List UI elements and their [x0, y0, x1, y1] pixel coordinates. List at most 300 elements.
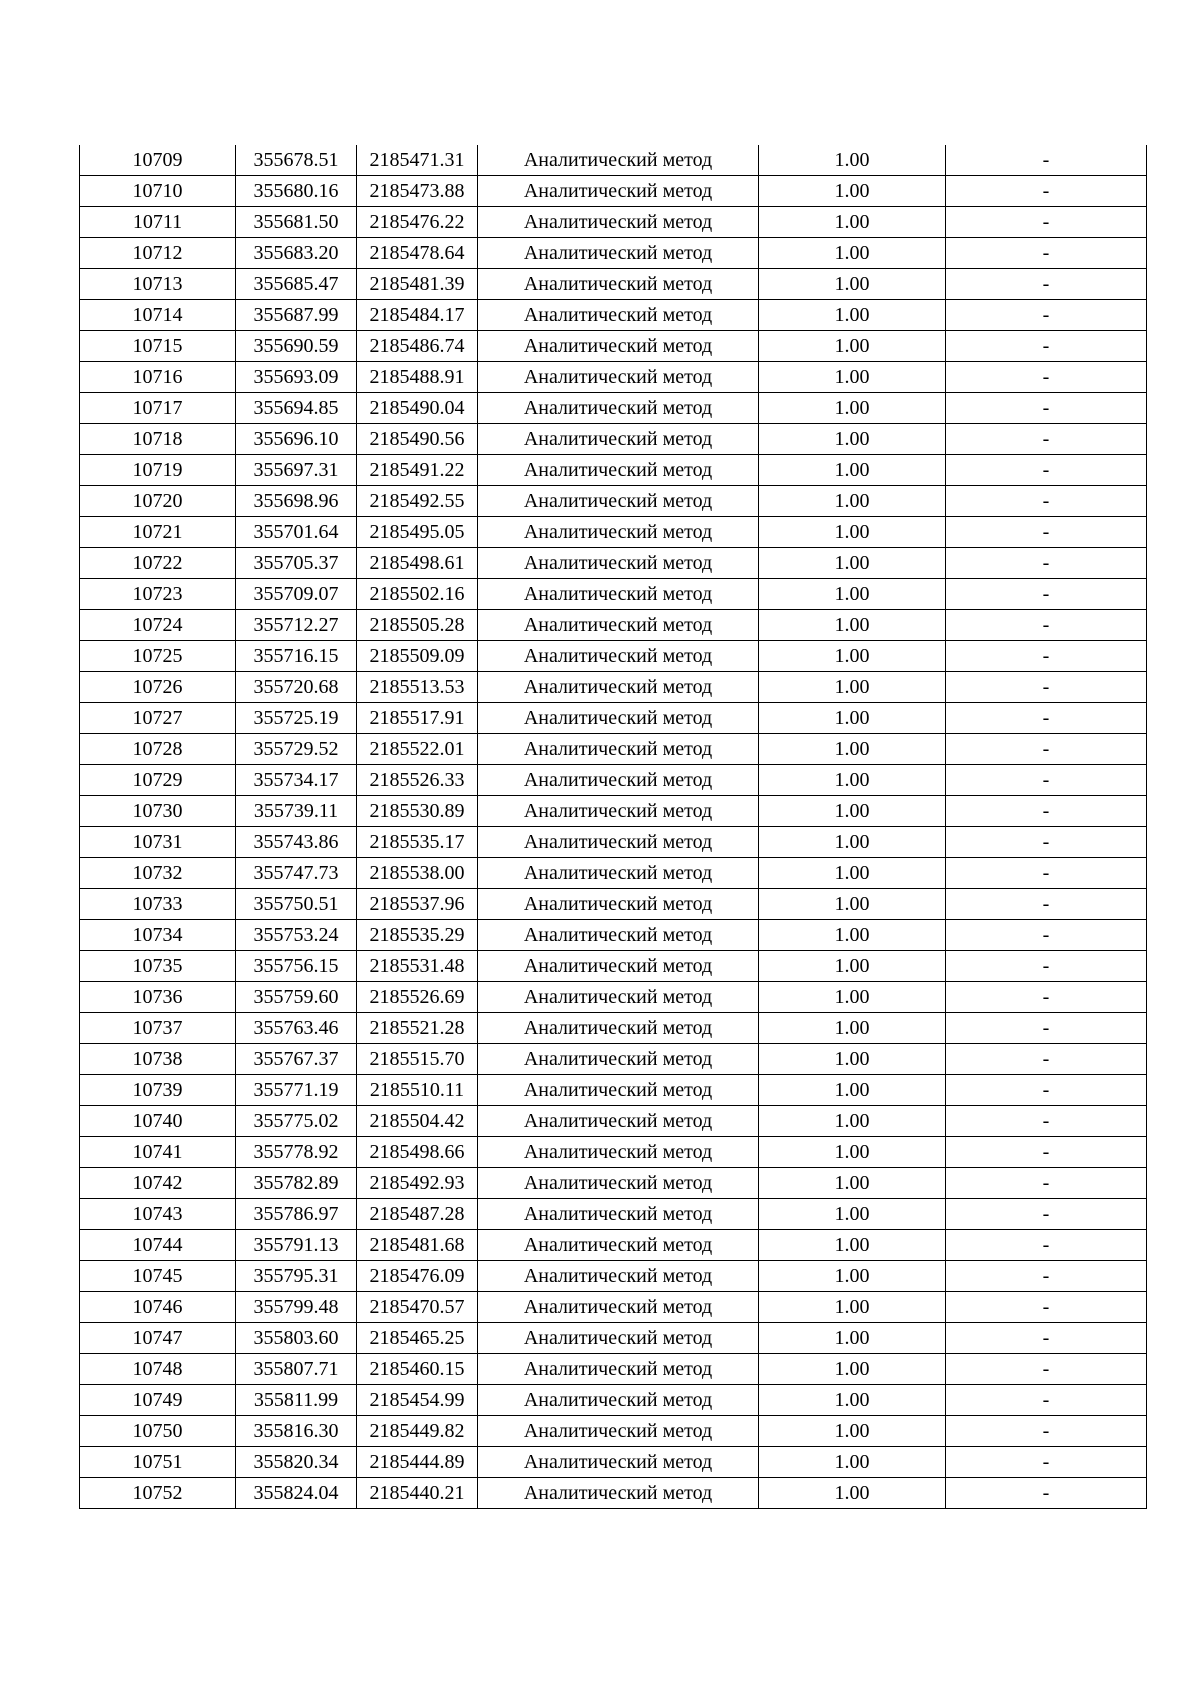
y-coordinate-cell: 2185495.05 — [357, 517, 478, 548]
precision-cell: 1.00 — [759, 362, 946, 393]
table-row — [80, 858, 1147, 889]
precision-cell: 1.00 — [759, 548, 946, 579]
precision-cell: 1.00 — [759, 300, 946, 331]
note-cell: - — [946, 455, 1147, 486]
point-number-cell: 10723 — [80, 579, 236, 610]
table-row — [80, 703, 1147, 734]
note-cell: - — [946, 982, 1147, 1013]
point-number-cell: 10748 — [80, 1354, 236, 1385]
note-cell: - — [946, 641, 1147, 672]
method-cell: Аналитический метод — [478, 610, 759, 641]
note-cell: - — [946, 1106, 1147, 1137]
x-coordinate-cell: 355743.86 — [236, 827, 357, 858]
note-cell: - — [946, 300, 1147, 331]
x-coordinate-cell: 355747.73 — [236, 858, 357, 889]
method-cell: Аналитический метод — [478, 765, 759, 796]
x-coordinate-cell: 355767.37 — [236, 1044, 357, 1075]
x-coordinate-cell: 355739.11 — [236, 796, 357, 827]
x-coordinate-cell: 355705.37 — [236, 548, 357, 579]
method-cell: Аналитический метод — [478, 1013, 759, 1044]
x-coordinate-cell: 355694.85 — [236, 393, 357, 424]
point-number-cell: 10733 — [80, 889, 236, 920]
x-coordinate-cell: 355729.52 — [236, 734, 357, 765]
x-coordinate-cell: 355683.20 — [236, 238, 357, 269]
method-cell: Аналитический метод — [478, 1075, 759, 1106]
method-cell: Аналитический метод — [478, 362, 759, 393]
method-cell: Аналитический метод — [478, 889, 759, 920]
y-coordinate-cell: 2185490.56 — [357, 424, 478, 455]
table-row — [80, 827, 1147, 858]
table-row — [80, 579, 1147, 610]
note-cell: - — [946, 672, 1147, 703]
x-coordinate-cell: 355759.60 — [236, 982, 357, 1013]
y-coordinate-cell: 2185535.29 — [357, 920, 478, 951]
method-cell: Аналитический метод — [478, 951, 759, 982]
point-number-cell: 10740 — [80, 1106, 236, 1137]
y-coordinate-cell: 2185535.17 — [357, 827, 478, 858]
note-cell: - — [946, 1013, 1147, 1044]
precision-cell: 1.00 — [759, 331, 946, 362]
point-number-cell: 10710 — [80, 176, 236, 207]
point-number-cell: 10727 — [80, 703, 236, 734]
point-number-cell: 10739 — [80, 1075, 236, 1106]
note-cell: - — [946, 1199, 1147, 1230]
x-coordinate-cell: 355725.19 — [236, 703, 357, 734]
table-row — [80, 982, 1147, 1013]
x-coordinate-cell: 355690.59 — [236, 331, 357, 362]
note-cell: - — [946, 610, 1147, 641]
table-row — [80, 951, 1147, 982]
method-cell: Аналитический метод — [478, 269, 759, 300]
note-cell: - — [946, 393, 1147, 424]
method-cell: Аналитический метод — [478, 176, 759, 207]
point-number-cell: 10716 — [80, 362, 236, 393]
x-coordinate-cell: 355697.31 — [236, 455, 357, 486]
point-number-cell: 10743 — [80, 1199, 236, 1230]
table-row — [80, 734, 1147, 765]
y-coordinate-cell: 2185481.39 — [357, 269, 478, 300]
table-row — [80, 1478, 1147, 1509]
precision-cell: 1.00 — [759, 1385, 946, 1416]
y-coordinate-cell: 2185538.00 — [357, 858, 478, 889]
y-coordinate-cell: 2185521.28 — [357, 1013, 478, 1044]
x-coordinate-cell: 355820.34 — [236, 1447, 357, 1478]
note-cell: - — [946, 1292, 1147, 1323]
x-coordinate-cell: 355799.48 — [236, 1292, 357, 1323]
precision-cell: 1.00 — [759, 486, 946, 517]
table-row — [80, 1292, 1147, 1323]
y-coordinate-cell: 2185491.22 — [357, 455, 478, 486]
method-cell: Аналитический метод — [478, 1106, 759, 1137]
method-cell: Аналитический метод — [478, 1137, 759, 1168]
table-row — [80, 145, 1147, 176]
method-cell: Аналитический метод — [478, 1323, 759, 1354]
x-coordinate-cell: 355803.60 — [236, 1323, 357, 1354]
table-row — [80, 1137, 1147, 1168]
y-coordinate-cell: 2185526.33 — [357, 765, 478, 796]
precision-cell: 1.00 — [759, 827, 946, 858]
x-coordinate-cell: 355680.16 — [236, 176, 357, 207]
precision-cell: 1.00 — [759, 269, 946, 300]
precision-cell: 1.00 — [759, 238, 946, 269]
table-row — [80, 548, 1147, 579]
y-coordinate-cell: 2185473.88 — [357, 176, 478, 207]
y-coordinate-cell: 2185509.09 — [357, 641, 478, 672]
note-cell: - — [946, 548, 1147, 579]
note-cell: - — [946, 486, 1147, 517]
note-cell: - — [946, 331, 1147, 362]
method-cell: Аналитический метод — [478, 734, 759, 765]
y-coordinate-cell: 2185510.11 — [357, 1075, 478, 1106]
note-cell: - — [946, 1261, 1147, 1292]
point-number-cell: 10742 — [80, 1168, 236, 1199]
method-cell: Аналитический метод — [478, 1385, 759, 1416]
point-number-cell: 10722 — [80, 548, 236, 579]
table-row — [80, 1447, 1147, 1478]
y-coordinate-cell: 2185517.91 — [357, 703, 478, 734]
y-coordinate-cell: 2185481.68 — [357, 1230, 478, 1261]
precision-cell: 1.00 — [759, 1354, 946, 1385]
point-number-cell: 10735 — [80, 951, 236, 982]
precision-cell: 1.00 — [759, 641, 946, 672]
point-number-cell: 10718 — [80, 424, 236, 455]
table-row — [80, 1199, 1147, 1230]
point-number-cell: 10736 — [80, 982, 236, 1013]
note-cell: - — [946, 1385, 1147, 1416]
table-row — [80, 765, 1147, 796]
y-coordinate-cell: 2185449.82 — [357, 1416, 478, 1447]
y-coordinate-cell: 2185522.01 — [357, 734, 478, 765]
method-cell: Аналитический метод — [478, 982, 759, 1013]
table-row — [80, 455, 1147, 486]
x-coordinate-cell: 355712.27 — [236, 610, 357, 641]
precision-cell: 1.00 — [759, 176, 946, 207]
table-row — [80, 610, 1147, 641]
method-cell: Аналитический метод — [478, 1168, 759, 1199]
precision-cell: 1.00 — [759, 982, 946, 1013]
y-coordinate-cell: 2185492.55 — [357, 486, 478, 517]
table-row — [80, 269, 1147, 300]
point-number-cell: 10728 — [80, 734, 236, 765]
precision-cell: 1.00 — [759, 1044, 946, 1075]
precision-cell: 1.00 — [759, 455, 946, 486]
note-cell: - — [946, 703, 1147, 734]
precision-cell: 1.00 — [759, 672, 946, 703]
table-row — [80, 1416, 1147, 1447]
table-row — [80, 1385, 1147, 1416]
table-row — [80, 176, 1147, 207]
method-cell: Аналитический метод — [478, 703, 759, 734]
method-cell: Аналитический метод — [478, 145, 759, 176]
precision-cell: 1.00 — [759, 1447, 946, 1478]
coordinates-table-body — [80, 145, 1147, 1509]
method-cell: Аналитический метод — [478, 424, 759, 455]
point-number-cell: 10746 — [80, 1292, 236, 1323]
precision-cell: 1.00 — [759, 920, 946, 951]
method-cell: Аналитический метод — [478, 1292, 759, 1323]
table-row — [80, 1230, 1147, 1261]
x-coordinate-cell: 355795.31 — [236, 1261, 357, 1292]
note-cell: - — [946, 1044, 1147, 1075]
x-coordinate-cell: 355750.51 — [236, 889, 357, 920]
note-cell: - — [946, 517, 1147, 548]
precision-cell: 1.00 — [759, 1261, 946, 1292]
x-coordinate-cell: 355687.99 — [236, 300, 357, 331]
point-number-cell: 10712 — [80, 238, 236, 269]
note-cell: - — [946, 920, 1147, 951]
table-row — [80, 672, 1147, 703]
note-cell: - — [946, 1416, 1147, 1447]
x-coordinate-cell: 355720.68 — [236, 672, 357, 703]
y-coordinate-cell: 2185526.69 — [357, 982, 478, 1013]
y-coordinate-cell: 2185476.09 — [357, 1261, 478, 1292]
table-row — [80, 1261, 1147, 1292]
precision-cell: 1.00 — [759, 1323, 946, 1354]
precision-cell: 1.00 — [759, 1013, 946, 1044]
note-cell: - — [946, 951, 1147, 982]
method-cell: Аналитический метод — [478, 1230, 759, 1261]
precision-cell: 1.00 — [759, 1199, 946, 1230]
x-coordinate-cell: 355824.04 — [236, 1478, 357, 1509]
x-coordinate-cell: 355716.15 — [236, 641, 357, 672]
point-number-cell: 10738 — [80, 1044, 236, 1075]
y-coordinate-cell: 2185478.64 — [357, 238, 478, 269]
precision-cell: 1.00 — [759, 1292, 946, 1323]
table-row — [80, 393, 1147, 424]
point-number-cell: 10752 — [80, 1478, 236, 1509]
method-cell: Аналитический метод — [478, 1261, 759, 1292]
note-cell: - — [946, 765, 1147, 796]
point-number-cell: 10729 — [80, 765, 236, 796]
y-coordinate-cell: 2185515.70 — [357, 1044, 478, 1075]
point-number-cell: 10731 — [80, 827, 236, 858]
precision-cell: 1.00 — [759, 858, 946, 889]
note-cell: - — [946, 362, 1147, 393]
note-cell: - — [946, 1137, 1147, 1168]
y-coordinate-cell: 2185486.74 — [357, 331, 478, 362]
x-coordinate-cell: 355782.89 — [236, 1168, 357, 1199]
y-coordinate-cell: 2185490.04 — [357, 393, 478, 424]
y-coordinate-cell: 2185530.89 — [357, 796, 478, 827]
method-cell: Аналитический метод — [478, 579, 759, 610]
x-coordinate-cell: 355698.96 — [236, 486, 357, 517]
precision-cell: 1.00 — [759, 1168, 946, 1199]
x-coordinate-cell: 355701.64 — [236, 517, 357, 548]
note-cell: - — [946, 796, 1147, 827]
point-number-cell: 10737 — [80, 1013, 236, 1044]
method-cell: Аналитический метод — [478, 641, 759, 672]
note-cell: - — [946, 238, 1147, 269]
method-cell: Аналитический метод — [478, 1478, 759, 1509]
method-cell: Аналитический метод — [478, 207, 759, 238]
table-row — [80, 331, 1147, 362]
precision-cell: 1.00 — [759, 1478, 946, 1509]
x-coordinate-cell: 355778.92 — [236, 1137, 357, 1168]
y-coordinate-cell: 2185498.61 — [357, 548, 478, 579]
table-row — [80, 207, 1147, 238]
note-cell: - — [946, 145, 1147, 176]
precision-cell: 1.00 — [759, 393, 946, 424]
table-row — [80, 796, 1147, 827]
method-cell: Аналитический метод — [478, 1416, 759, 1447]
y-coordinate-cell: 2185537.96 — [357, 889, 478, 920]
coordinates-table — [79, 145, 1147, 1509]
x-coordinate-cell: 355791.13 — [236, 1230, 357, 1261]
point-number-cell: 10717 — [80, 393, 236, 424]
point-number-cell: 10749 — [80, 1385, 236, 1416]
precision-cell: 1.00 — [759, 796, 946, 827]
x-coordinate-cell: 355775.02 — [236, 1106, 357, 1137]
y-coordinate-cell: 2185444.89 — [357, 1447, 478, 1478]
method-cell: Аналитический метод — [478, 1199, 759, 1230]
x-coordinate-cell: 355753.24 — [236, 920, 357, 951]
y-coordinate-cell: 2185460.15 — [357, 1354, 478, 1385]
method-cell: Аналитический метод — [478, 1447, 759, 1478]
note-cell: - — [946, 1323, 1147, 1354]
y-coordinate-cell: 2185502.16 — [357, 579, 478, 610]
point-number-cell: 10725 — [80, 641, 236, 672]
table-row — [80, 1106, 1147, 1137]
point-number-cell: 10721 — [80, 517, 236, 548]
precision-cell: 1.00 — [759, 1230, 946, 1261]
table-row — [80, 920, 1147, 951]
precision-cell: 1.00 — [759, 703, 946, 734]
y-coordinate-cell: 2185513.53 — [357, 672, 478, 703]
point-number-cell: 10745 — [80, 1261, 236, 1292]
precision-cell: 1.00 — [759, 1416, 946, 1447]
method-cell: Аналитический метод — [478, 517, 759, 548]
x-coordinate-cell: 355763.46 — [236, 1013, 357, 1044]
point-number-cell: 10713 — [80, 269, 236, 300]
point-number-cell: 10750 — [80, 1416, 236, 1447]
point-number-cell: 10724 — [80, 610, 236, 641]
table-row — [80, 1168, 1147, 1199]
precision-cell: 1.00 — [759, 424, 946, 455]
table-row — [80, 1354, 1147, 1385]
x-coordinate-cell: 355681.50 — [236, 207, 357, 238]
y-coordinate-cell: 2185504.42 — [357, 1106, 478, 1137]
table-row — [80, 1013, 1147, 1044]
x-coordinate-cell: 355771.19 — [236, 1075, 357, 1106]
y-coordinate-cell: 2185454.99 — [357, 1385, 478, 1416]
table-row — [80, 1323, 1147, 1354]
point-number-cell: 10714 — [80, 300, 236, 331]
point-number-cell: 10732 — [80, 858, 236, 889]
y-coordinate-cell: 2185505.28 — [357, 610, 478, 641]
note-cell: - — [946, 1230, 1147, 1261]
method-cell: Аналитический метод — [478, 1044, 759, 1075]
x-coordinate-cell: 355756.15 — [236, 951, 357, 982]
method-cell: Аналитический метод — [478, 238, 759, 269]
precision-cell: 1.00 — [759, 145, 946, 176]
precision-cell: 1.00 — [759, 207, 946, 238]
table-row — [80, 517, 1147, 548]
point-number-cell: 10734 — [80, 920, 236, 951]
note-cell: - — [946, 858, 1147, 889]
x-coordinate-cell: 355678.51 — [236, 145, 357, 176]
table-row — [80, 362, 1147, 393]
note-cell: - — [946, 1168, 1147, 1199]
note-cell: - — [946, 889, 1147, 920]
table-row — [80, 238, 1147, 269]
point-number-cell: 10747 — [80, 1323, 236, 1354]
x-coordinate-cell: 355709.07 — [236, 579, 357, 610]
method-cell: Аналитический метод — [478, 331, 759, 362]
method-cell: Аналитический метод — [478, 796, 759, 827]
point-number-cell: 10751 — [80, 1447, 236, 1478]
note-cell: - — [946, 734, 1147, 765]
y-coordinate-cell: 2185498.66 — [357, 1137, 478, 1168]
y-coordinate-cell: 2185531.48 — [357, 951, 478, 982]
method-cell: Аналитический метод — [478, 858, 759, 889]
method-cell: Аналитический метод — [478, 455, 759, 486]
point-number-cell: 10711 — [80, 207, 236, 238]
y-coordinate-cell: 2185476.22 — [357, 207, 478, 238]
table-row — [80, 300, 1147, 331]
y-coordinate-cell: 2185488.91 — [357, 362, 478, 393]
note-cell: - — [946, 207, 1147, 238]
point-number-cell: 10709 — [80, 145, 236, 176]
note-cell: - — [946, 579, 1147, 610]
point-number-cell: 10715 — [80, 331, 236, 362]
precision-cell: 1.00 — [759, 889, 946, 920]
table-row — [80, 641, 1147, 672]
y-coordinate-cell: 2185470.57 — [357, 1292, 478, 1323]
x-coordinate-cell: 355685.47 — [236, 269, 357, 300]
point-number-cell: 10730 — [80, 796, 236, 827]
point-number-cell: 10726 — [80, 672, 236, 703]
point-number-cell: 10741 — [80, 1137, 236, 1168]
x-coordinate-cell: 355696.10 — [236, 424, 357, 455]
y-coordinate-cell: 2185471.31 — [357, 145, 478, 176]
precision-cell: 1.00 — [759, 1137, 946, 1168]
precision-cell: 1.00 — [759, 734, 946, 765]
x-coordinate-cell: 355734.17 — [236, 765, 357, 796]
note-cell: - — [946, 424, 1147, 455]
method-cell: Аналитический метод — [478, 672, 759, 703]
method-cell: Аналитический метод — [478, 300, 759, 331]
y-coordinate-cell: 2185440.21 — [357, 1478, 478, 1509]
table-row — [80, 889, 1147, 920]
note-cell: - — [946, 827, 1147, 858]
method-cell: Аналитический метод — [478, 393, 759, 424]
precision-cell: 1.00 — [759, 1106, 946, 1137]
x-coordinate-cell: 355811.99 — [236, 1385, 357, 1416]
note-cell: - — [946, 269, 1147, 300]
x-coordinate-cell: 355807.71 — [236, 1354, 357, 1385]
note-cell: - — [946, 176, 1147, 207]
y-coordinate-cell: 2185487.28 — [357, 1199, 478, 1230]
precision-cell: 1.00 — [759, 765, 946, 796]
precision-cell: 1.00 — [759, 1075, 946, 1106]
y-coordinate-cell: 2185492.93 — [357, 1168, 478, 1199]
point-number-cell: 10719 — [80, 455, 236, 486]
method-cell: Аналитический метод — [478, 827, 759, 858]
table-row — [80, 486, 1147, 517]
table-row — [80, 424, 1147, 455]
method-cell: Аналитический метод — [478, 1354, 759, 1385]
y-coordinate-cell: 2185484.17 — [357, 300, 478, 331]
x-coordinate-cell: 355816.30 — [236, 1416, 357, 1447]
precision-cell: 1.00 — [759, 579, 946, 610]
y-coordinate-cell: 2185465.25 — [357, 1323, 478, 1354]
note-cell: - — [946, 1447, 1147, 1478]
precision-cell: 1.00 — [759, 610, 946, 641]
note-cell: - — [946, 1478, 1147, 1509]
precision-cell: 1.00 — [759, 517, 946, 548]
point-number-cell: 10720 — [80, 486, 236, 517]
method-cell: Аналитический метод — [478, 548, 759, 579]
